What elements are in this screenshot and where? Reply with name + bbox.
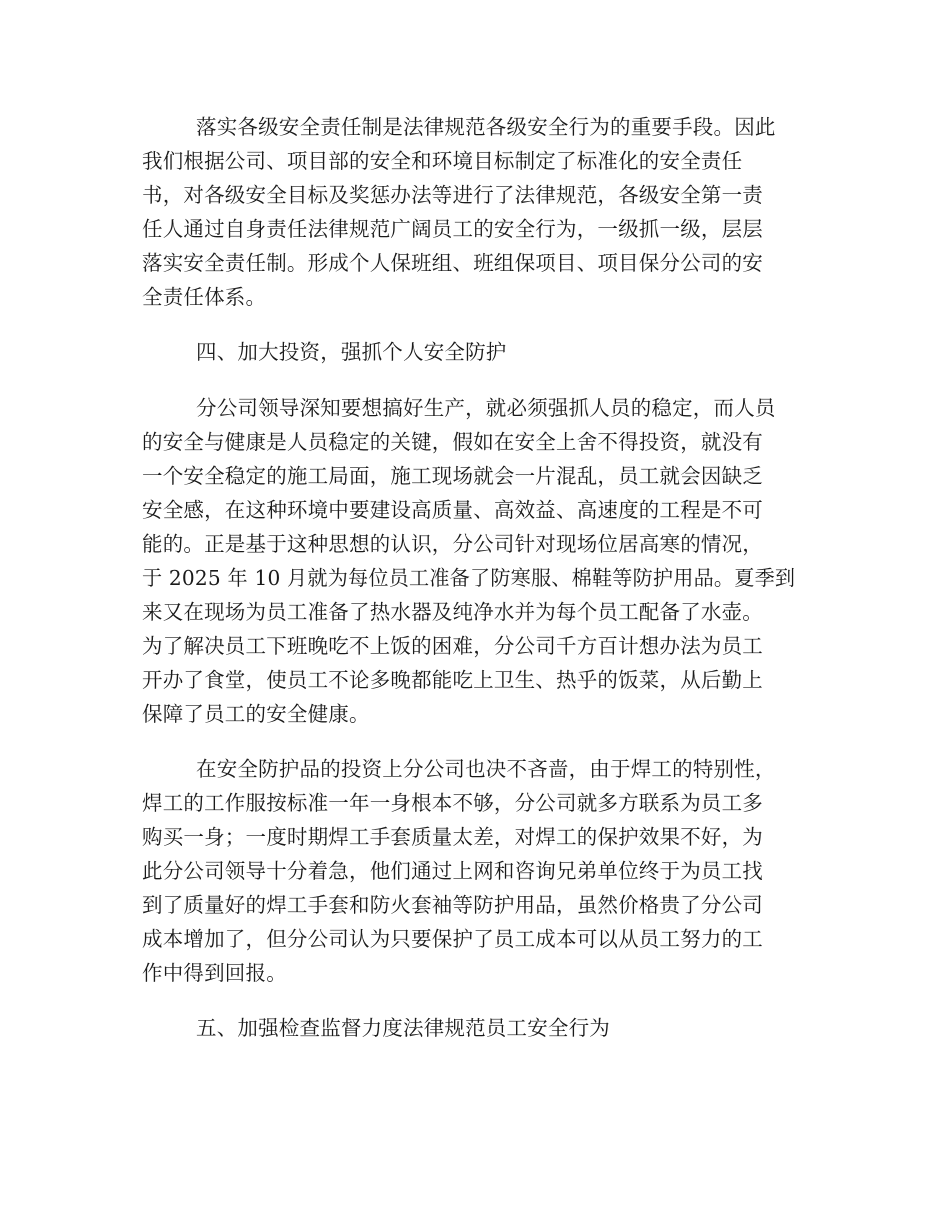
paragraph-3-line-7: 作中得到回报。: [142, 961, 287, 985]
section-heading-5: 五、加强检查监督力度法律规范员工安全行为: [196, 1016, 610, 1040]
paragraph-2-line-4: 安全感，在这种环境中要建设高质量、高效益、高速度的工程是不可: [142, 498, 763, 522]
paragraph-3-line-4: 此分公司领导十分着急，他们通过上网和咨询兄弟单位终于为员工找: [142, 859, 763, 883]
paragraph-3-line-6: 成本增加了，但分公司认为只要保护了员工成本可以从员工努力的工: [142, 927, 763, 951]
paragraph-2-line-3: 一个安全稳定的施工局面，施工现场就会一片混乱，员工就会因缺乏: [142, 464, 763, 488]
section-heading-4: 四、加大投资，强抓个人安全防护: [196, 340, 507, 364]
paragraph-1-line-1: 落实各级安全责任制是法律规范各级安全行为的重要手段。因此: [196, 115, 776, 139]
paragraph-3-line-5: 到了质量好的焊工手套和防火套袖等防护用品，虽然价格贵了分公司: [142, 893, 763, 917]
paragraph-2-line-10: 保障了员工的安全健康。: [142, 702, 370, 726]
paragraph-2-line-9: 开办了食堂，使员工不论多晚都能吃上卫生、热乎的饭菜，从后勤上: [142, 668, 763, 692]
paragraph-3-line-1: 在安全防护品的投资上分公司也决不吝啬，由于焊工的特别性，: [196, 757, 776, 781]
paragraph-1-line-5: 落实安全责任制。形成个人保班组、班组保项目、项目保分公司的安: [142, 251, 763, 275]
paragraph-2-line-5: 能的。正是基于这种思想的认识，分公司针对现场位居高寒的情况，: [142, 532, 763, 556]
paragraph-1-line-2: 我们根据公司、项目部的安全和环境目标制定了标准化的安全责任: [142, 149, 743, 173]
paragraph-1-line-4: 任人通过自身责任法律规范广阔员工的安全行为，一级抓一级，层层: [142, 217, 763, 241]
paragraph-2-line-8: 为了解决员工下班晚吃不上饭的困难，分公司千方百计想办法为员工: [142, 634, 763, 658]
paragraph-1-line-3: 书，对各级安全目标及奖惩办法等进行了法律规范，各级安全第一责: [142, 183, 763, 207]
paragraph-2-line-6: 于 2025 年 10 月就为每位员工准备了防寒服、棉鞋等防护用品。夏季到: [142, 566, 796, 590]
paragraph-2-line-2: 的安全与健康是人员稳定的关键，假如在安全上舍不得投资，就没有: [142, 430, 763, 454]
paragraph-3-line-3: 购买一身；一度时期焊工手套质量太差，对焊工的保护效果不好，为: [142, 825, 763, 849]
paragraph-2-line-1: 分公司领导深知要想搞好生产，就必须强抓人员的稳定，而人员: [196, 396, 776, 420]
paragraph-1-line-6: 全责任体系。: [142, 285, 267, 309]
paragraph-3-line-2: 焊工的工作服按标准一年一身根本不够，分公司就多方联系为员工多: [142, 791, 763, 815]
paragraph-2-line-7: 来又在现场为员工准备了热水器及纯净水并为每个员工配备了水壶。: [142, 600, 763, 624]
